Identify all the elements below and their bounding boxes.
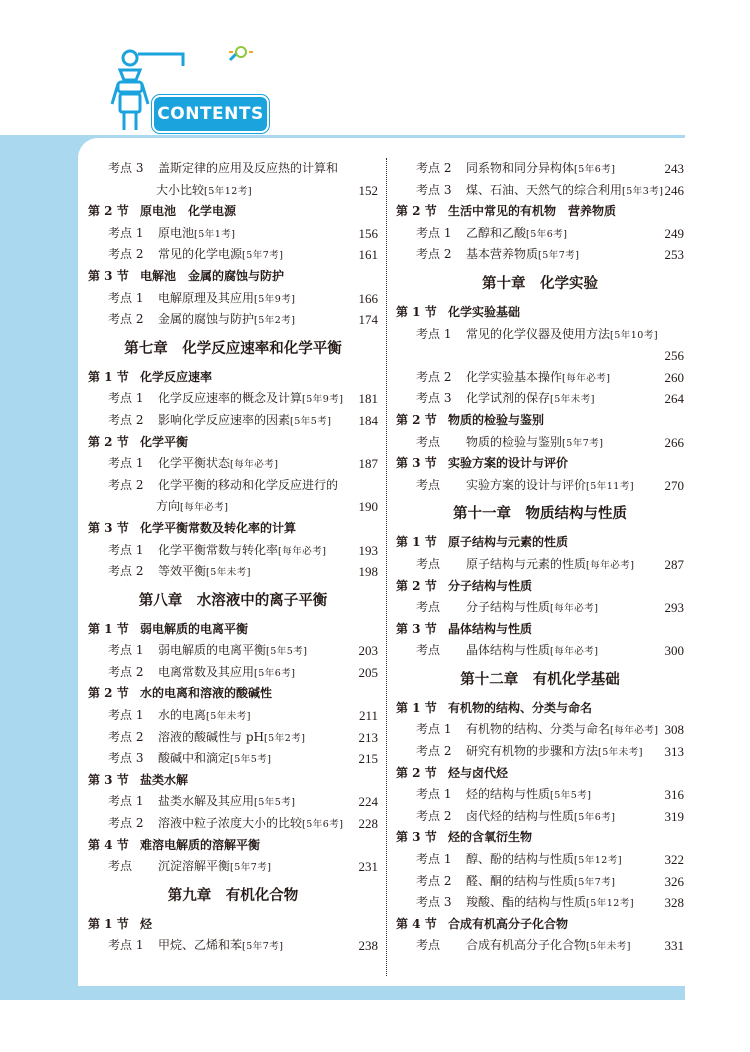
toc-entry-row <box>396 388 684 410</box>
column-divider <box>386 158 387 976</box>
toc-entry-label: 第 1 节 <box>88 916 129 931</box>
exam-frequency-tag: [5年2考] <box>263 732 306 744</box>
toc-page-number: 166 <box>358 290 378 306</box>
exam-frequency-tag: [5年12考] <box>586 898 635 910</box>
exam-frequency-tag: [5年9考] <box>302 394 344 406</box>
toc-page-number: 260 <box>664 369 684 385</box>
toc-entry-label: 第 1 节 <box>396 700 437 715</box>
exam-frequency-tag: [5年12考] <box>574 855 623 867</box>
toc-entry-title: 原电池 化学电源 <box>140 204 237 219</box>
toc-entry-label: 第 1 节 <box>396 304 437 319</box>
toc-page-number: 156 <box>358 225 378 241</box>
toc-entry-row <box>396 935 684 957</box>
toc-section-row <box>88 266 378 288</box>
toc-entry-title: 分子结构与性质 <box>466 600 551 615</box>
toc-entry-label: 考点 <box>416 556 441 571</box>
toc-entry-label: 考点 2 <box>108 312 144 327</box>
toc-entry-row <box>396 806 684 828</box>
toc-entry-label: 第 3 节 <box>396 621 437 636</box>
toc-entry-label: 考点 2 <box>416 808 452 823</box>
toc-entry-title: 大小比较 <box>156 182 205 197</box>
toc-entry-title: 化学反应速率的概念及计算 <box>158 391 303 406</box>
toc-entry-title: 晶体结构与性质 <box>466 643 551 658</box>
toc-entry-label: 第 1 节 <box>396 535 437 550</box>
toc-entry-title: 醇、酚的结构与性质 <box>466 852 575 867</box>
toc-entry-label: 第 4 节 <box>396 916 437 931</box>
toc-entry-label: 考点 3 <box>416 182 452 197</box>
toc-entry-label: 考点 1 <box>108 225 144 240</box>
exam-frequency-tag: [5年9考] <box>254 293 296 305</box>
toc-section-row <box>396 763 684 785</box>
exam-frequency-tag: [5年未考] <box>206 567 251 579</box>
toc-entry-title: 实验方案的设计与评价 <box>466 477 587 492</box>
toc-entry-row <box>88 705 378 727</box>
toc-entry-title: 化学平衡常数与转化率 <box>158 542 279 557</box>
toc-entry-label: 考点 <box>416 434 441 449</box>
toc-section-row <box>88 518 378 540</box>
toc-page-number: 249 <box>664 225 684 241</box>
toc-entry-row <box>88 791 378 813</box>
toc-page-number: 238 <box>358 938 378 954</box>
toc-entry-row <box>88 856 378 878</box>
toc-entry-title: 化学实验基础 <box>448 304 521 319</box>
toc-entry-title: 方向 <box>156 499 181 514</box>
toc-entry-title: 原电池 <box>158 225 195 240</box>
exam-frequency-tag: [5年6考] <box>574 811 616 823</box>
exam-frequency-tag: [5年2考] <box>254 315 296 327</box>
toc-page-number: 211 <box>358 708 378 724</box>
exam-frequency-tag: [5年7考] <box>242 250 284 262</box>
exam-frequency-tag: [5年6考] <box>526 228 568 240</box>
toc-entry-row <box>396 432 684 454</box>
toc-entry-title: 甲烷、乙烯和苯 <box>158 938 243 953</box>
toc-page-number: 184 <box>358 412 378 428</box>
toc-page-number: 287 <box>664 556 684 572</box>
toc-entry-label: 第 2 节 <box>88 434 129 449</box>
exam-frequency-tag: [5年7考] <box>574 876 616 888</box>
toc-entry-title: 物质的检验与鉴别 <box>448 412 545 427</box>
toc-entry-title: 晶体结构与性质 <box>448 621 533 636</box>
exam-frequency-tag: [5年7考] <box>230 862 272 874</box>
toc-entry-title: 化学反应速率 <box>140 369 213 384</box>
toc-entry-label: 考点 2 <box>108 477 144 492</box>
toc-section-row <box>396 410 684 432</box>
toc-page-number: 187 <box>358 456 378 472</box>
toc-page-number: 205 <box>358 664 378 680</box>
toc-chapter-heading: 第十章 化学实验 <box>482 275 598 292</box>
toc-entry-label: 第 4 节 <box>88 837 129 852</box>
exam-frequency-tag: [每年必考] <box>586 559 635 571</box>
toc-entry-row <box>396 324 684 346</box>
toc-entry-title: 有机物的结构、分类与命名 <box>448 700 593 715</box>
toc-entry-title: 原子结构与元素的性质 <box>448 535 569 550</box>
toc-entry-label: 考点 3 <box>108 161 144 175</box>
toc-page-number: 313 <box>664 744 684 760</box>
toc-page-number: 193 <box>358 542 378 558</box>
toc-entry-title: 煤、石油、天然气的综合利用 <box>466 182 623 197</box>
toc-entry-title: 弱电解质的电离平衡 <box>140 621 249 636</box>
exam-frequency-tag: [5年11考] <box>586 480 635 492</box>
toc-section-row <box>396 619 684 641</box>
toc-entry-row <box>396 244 684 266</box>
toc-entry-title: 电离常数及其应用 <box>158 664 255 679</box>
toc-entry-label: 第 3 节 <box>88 520 129 535</box>
exam-frequency-tag: [5年未考] <box>598 747 643 759</box>
toc-entry-title: 水的电离 <box>158 708 207 723</box>
toc-entry-title: 物质的检验与鉴别 <box>466 434 563 449</box>
toc-entry-row <box>396 475 684 497</box>
toc-section-row <box>88 770 378 792</box>
toc-section-row <box>396 698 684 720</box>
toc-entry-row <box>88 727 378 749</box>
toc-entry-label: 考点 1 <box>416 326 452 341</box>
toc-page-number: 319 <box>664 808 684 824</box>
toc-page-number: 322 <box>664 852 684 868</box>
toc-entry-title: 化学平衡状态 <box>158 456 231 471</box>
toc-entry-label: 考点 <box>416 477 441 492</box>
exam-frequency-tag: [每年必考] <box>550 646 599 658</box>
toc-chapter-heading: 第九章 有机化合物 <box>167 887 299 904</box>
toc-column-left <box>88 158 378 957</box>
toc-page-number: 181 <box>358 391 378 407</box>
toc-entry-label: 考点 1 <box>416 852 452 867</box>
toc-entry-title: 分子结构与性质 <box>448 578 533 593</box>
exam-frequency-tag: [每年必考] <box>562 372 611 384</box>
toc-chapter-heading: 第八章 水溶液中的离子平衡 <box>138 592 328 609</box>
exam-frequency-tag: [5年未考] <box>586 941 631 953</box>
toc-entry-row <box>88 288 378 310</box>
toc-page-number: 203 <box>358 643 378 659</box>
toc-entry-row <box>88 475 378 497</box>
toc-entry-label: 考点 1 <box>416 722 452 737</box>
exam-frequency-tag: [5年未考] <box>206 711 251 723</box>
toc-page-number: 300 <box>664 643 684 659</box>
toc-entry-title: 常见的化学仪器及使用方法 <box>466 326 611 341</box>
toc-entry-title: 溶液中粒子浓度大小的比较 <box>158 816 303 831</box>
toc-entry-row <box>396 719 684 741</box>
toc-entry-label: 第 1 节 <box>88 369 129 384</box>
toc-entry-row <box>88 813 378 835</box>
toc-entry-label: 考点 1 <box>416 787 452 802</box>
toc-entry-label: 考点 2 <box>108 664 144 679</box>
toc-page-number: 264 <box>664 391 684 407</box>
toc-entry-row <box>88 244 378 266</box>
toc-page-number: 161 <box>358 247 378 263</box>
toc-entry-label: 第 3 节 <box>396 830 437 845</box>
toc-entry-title: 溶液的酸碱性与 pH <box>158 729 264 744</box>
toc-page-number: 270 <box>664 477 684 493</box>
toc-entry-title: 实验方案的设计与评价 <box>448 456 569 471</box>
toc-entry-label: 考点 1 <box>108 542 144 557</box>
toc-entry-title: 基本营养物质 <box>466 247 539 262</box>
toc-section-row <box>88 619 378 641</box>
toc-page-number: 228 <box>358 816 378 832</box>
toc-entry-row <box>396 640 684 662</box>
toc-entry-row <box>88 935 378 957</box>
toc-entry-label: 考点 1 <box>108 794 144 809</box>
toc-entry-title: 常见的化学电源 <box>158 247 243 262</box>
toc-page-number: 198 <box>358 564 378 580</box>
toc-entry-label: 第 2 节 <box>88 686 129 701</box>
toc-entry-label: 考点 1 <box>108 938 144 953</box>
toc-page-number: 326 <box>664 873 684 889</box>
exam-frequency-tag: [5年6考] <box>302 819 344 831</box>
toc-section-row <box>396 453 684 475</box>
toc-entry-label: 考点 <box>108 859 133 874</box>
toc-entry-label: 第 2 节 <box>88 204 129 219</box>
toc-entry-label: 考点 2 <box>108 564 144 579</box>
toc-entry-row <box>396 223 684 245</box>
toc-page-number: 316 <box>664 787 684 803</box>
toc-entry-title: 化学实验基本操作 <box>466 369 563 384</box>
toc-entry-title: 同系物和同分异构体 <box>466 161 575 175</box>
toc-entry-row <box>396 871 684 893</box>
toc-entry-title: 酸碱中和滴定 <box>158 751 231 766</box>
toc-entry-row <box>396 597 684 619</box>
toc-entry-title: 盐类水解 <box>140 772 189 787</box>
toc-column-right <box>396 158 684 957</box>
toc-entry-title: 沉淀溶解平衡 <box>158 859 231 874</box>
exam-frequency-tag: [每年必考] <box>278 545 327 557</box>
toc-entry-row <box>88 748 378 770</box>
toc-section-row <box>396 201 684 223</box>
toc-entry-label: 第 1 节 <box>88 621 129 636</box>
toc-entry-label: 考点 1 <box>108 643 144 658</box>
toc-entry-row <box>396 345 684 367</box>
toc-entry-title: 水的电离和溶液的酸碱性 <box>140 686 273 701</box>
toc-entry-title: 电解池 金属的腐蚀与防护 <box>140 268 285 283</box>
toc-entry-label: 第 2 节 <box>396 204 437 219</box>
toc-entry-title: 烃的含氧衍生物 <box>448 830 533 845</box>
toc-page-number: 293 <box>664 600 684 616</box>
toc-entry-label: 考点 2 <box>416 744 452 759</box>
toc-entry-title: 生活中常见的有机物 营养物质 <box>448 204 617 219</box>
exam-frequency-tag: [5年7考] <box>538 250 580 262</box>
exam-frequency-tag: [5年5考] <box>254 797 296 809</box>
toc-entry-title: 金属的腐蚀与防护 <box>158 312 255 327</box>
toc-page-number: 253 <box>664 247 684 263</box>
toc-entry-label: 考点 <box>416 643 441 658</box>
exam-frequency-tag: [5年5考] <box>290 415 332 427</box>
toc-section-row <box>396 302 684 324</box>
toc-entry-label: 考点 1 <box>108 456 144 471</box>
exam-frequency-tag: [5年未考] <box>550 394 595 406</box>
toc-entry-row <box>88 496 378 518</box>
toc-chapter-heading: 第七章 化学反应速率和化学平衡 <box>124 340 342 357</box>
toc-page-number: 174 <box>358 312 378 328</box>
toc-entry-title: 烃与卤代烃 <box>448 765 509 780</box>
exam-frequency-tag: [每年必考] <box>180 502 229 514</box>
toc-entry-label: 考点 1 <box>108 391 144 406</box>
toc-entry-label: 第 3 节 <box>88 268 129 283</box>
toc-entry-row <box>396 784 684 806</box>
toc-section-row <box>396 576 684 598</box>
toc-entry-label: 考点 2 <box>108 816 144 831</box>
toc-page-number: 266 <box>664 434 684 450</box>
toc-entry-title: 合成有机高分子化合物 <box>448 916 569 931</box>
exam-frequency-tag: [5年12考] <box>204 185 253 197</box>
toc-entry-title: 研究有机物的步骤和方法 <box>466 744 599 759</box>
toc-entry-label: 第 3 节 <box>396 456 437 471</box>
toc-entry-title: 盖斯定律的应用及反应热的计算和 <box>158 161 339 175</box>
toc-entry-row <box>88 410 378 432</box>
exam-frequency-tag: [每年必考] <box>230 459 279 471</box>
toc-entry-label: 考点 1 <box>416 225 452 240</box>
exam-frequency-tag: [5年5考] <box>230 754 272 766</box>
toc-entry-row <box>88 640 378 662</box>
toc-entry-row <box>396 741 684 763</box>
toc-entry-label: 考点 3 <box>416 895 452 910</box>
toc-section-row <box>88 201 378 223</box>
exam-frequency-tag: [5年5考] <box>266 646 308 658</box>
toc-entry-label: 考点 1 <box>108 290 144 305</box>
toc-entry-title: 乙醇和乙酸 <box>466 225 527 240</box>
toc-entry-row <box>88 223 378 245</box>
contents-badge: CONTENTS <box>152 95 269 133</box>
toc-page-number: 308 <box>664 722 684 738</box>
toc-entry-title: 化学平衡的移动和化学反应进行的 <box>158 477 339 492</box>
toc-entry-row <box>88 309 378 331</box>
toc-entry-label: 考点 2 <box>108 412 144 427</box>
toc-entry-label: 考点 2 <box>108 247 144 262</box>
toc-entry-row <box>88 540 378 562</box>
toc-entry-title: 弱电解质的电离平衡 <box>158 643 267 658</box>
toc-entry-title: 等效平衡 <box>158 564 207 579</box>
toc-entry-label: 第 3 节 <box>88 772 129 787</box>
toc-entry-row <box>88 388 378 410</box>
toc-entry-row <box>396 367 684 389</box>
toc-entry-title: 合成有机高分子化合物 <box>466 938 587 953</box>
exam-frequency-tag: [每年必考] <box>550 603 599 615</box>
toc-entry-label: 考点 2 <box>416 247 452 262</box>
toc-entry-title: 有机物的结构、分类与命名 <box>466 722 611 737</box>
toc-entry-title: 盐类水解及其应用 <box>158 794 255 809</box>
toc-entry-label: 考点 2 <box>416 873 452 888</box>
toc-chapter-heading: 第十一章 物质结构与性质 <box>453 506 627 523</box>
exam-frequency-tag: [5年10考] <box>610 329 659 341</box>
toc-section-row <box>88 835 378 857</box>
toc-section-row <box>396 827 684 849</box>
toc-entry-title: 化学试剂的保存 <box>466 391 551 406</box>
exam-frequency-tag: [5年6考] <box>254 667 296 679</box>
toc-section-row <box>88 914 378 936</box>
toc-entry-title: 影响化学反应速率的因素 <box>158 412 291 427</box>
toc-entry-title: 羧酸、酯的结构与性质 <box>466 895 587 910</box>
toc-entry-row <box>88 180 378 202</box>
exam-frequency-tag: [5年7考] <box>562 437 604 449</box>
toc-entry-row <box>396 180 684 202</box>
toc-page-number: 331 <box>664 938 684 954</box>
toc-entry-row <box>88 158 378 180</box>
toc-page-number: 213 <box>358 729 378 745</box>
toc-entry-label: 第 2 节 <box>396 765 437 780</box>
toc-section-row <box>88 367 378 389</box>
exam-frequency-tag: [每年必考] <box>610 725 659 737</box>
toc-page-number: 215 <box>358 751 378 767</box>
toc-entry-row <box>396 554 684 576</box>
toc-entry-label: 考点 3 <box>416 391 452 406</box>
toc-page-number: 152 <box>358 182 378 198</box>
exam-frequency-tag: [5年3考] <box>622 185 664 197</box>
toc-chapter-heading: 第十二章 有机化学基础 <box>460 671 620 688</box>
toc-page-number: 256 <box>664 348 684 364</box>
exam-frequency-tag: [5年1考] <box>194 228 236 240</box>
toc-entry-title: 难溶电解质的溶解平衡 <box>140 837 261 852</box>
toc-entry-label: 考点 2 <box>108 729 144 744</box>
toc-entry-label: 考点 2 <box>416 369 452 384</box>
toc-section-row <box>88 432 378 454</box>
toc-entry-row <box>396 849 684 871</box>
toc-entry-title: 化学平衡常数及转化率的计算 <box>140 520 297 535</box>
toc-entry-title: 化学平衡 <box>140 434 189 449</box>
exam-frequency-tag: [5年5考] <box>550 790 592 802</box>
toc-section-row <box>396 914 684 936</box>
toc-entry-row <box>396 158 684 180</box>
toc-entry-label: 第 2 节 <box>396 578 437 593</box>
toc-page-number: 231 <box>358 859 378 875</box>
toc-entry-title: 醛、酮的结构与性质 <box>466 873 575 888</box>
toc-page-number: 246 <box>664 182 684 198</box>
exam-frequency-tag: [5年6考] <box>574 164 616 175</box>
toc-section-row <box>88 683 378 705</box>
toc-page-number: 243 <box>664 161 684 176</box>
toc-entry-title: 原子结构与元素的性质 <box>466 556 587 571</box>
toc-entry-label: 考点 <box>416 600 441 615</box>
toc-entry-row <box>88 662 378 684</box>
toc-page-number: 224 <box>358 794 378 810</box>
toc-entry-title: 烃的结构与性质 <box>466 787 551 802</box>
toc-entry-label: 考点 3 <box>108 751 144 766</box>
toc-entry-row <box>396 892 684 914</box>
toc-page-number: 328 <box>664 895 684 911</box>
toc-entry-label: 考点 2 <box>416 161 452 175</box>
toc-entry-title: 卤代烃的结构与性质 <box>466 808 575 823</box>
toc-entry-title: 电解原理及其应用 <box>158 290 255 305</box>
toc-entry-row <box>88 453 378 475</box>
exam-frequency-tag: [5年7考] <box>242 941 284 953</box>
toc-entry-row <box>88 561 378 583</box>
toc-section-row <box>396 532 684 554</box>
toc-page-number: 190 <box>358 499 378 515</box>
toc-entry-label: 考点 <box>416 938 441 953</box>
toc-entry-title: 烃 <box>140 916 153 931</box>
toc-entry-label: 第 2 节 <box>396 412 437 427</box>
toc-entry-label: 考点 1 <box>108 708 144 723</box>
